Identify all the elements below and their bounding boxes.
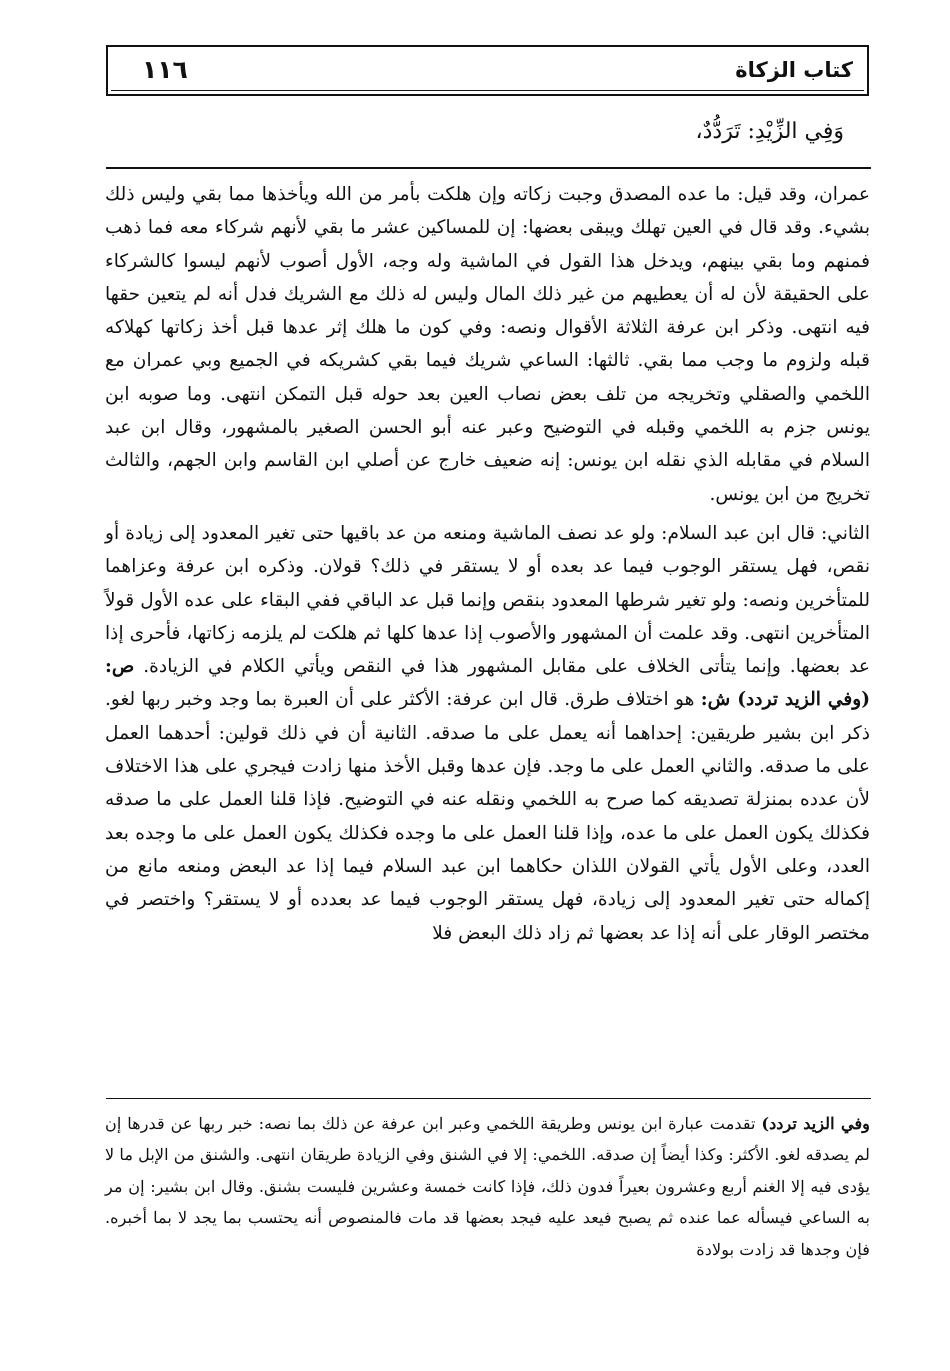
matn-verse: وَفِي الزِّيْدِ: تَرَدُّدٌ،: [695, 119, 844, 144]
page-header: [106, 45, 869, 96]
footnote-body: [105, 1108, 870, 1265]
top-divider: [106, 167, 871, 169]
commentary-body: [105, 178, 870, 950]
matn-quote-marker: ص: (وفي الزيد تردد) ش:: [105, 656, 870, 711]
footnote-paragraph: [105, 1108, 870, 1265]
page-number: ١١٦: [142, 55, 188, 84]
commentary-paragraph-1: عمران، وقد قيل: ما عده المصدق وجبت زكاته وإن هلكت بأمر من الله ويأخذها مما بقي وليس ذلك بشيء. وقد قال في العين تهلك ويبقى بعضها: إن للمساكين عشر ما بقي لأنهم شركاء معه فما ذهب فمنهم وما بقي بينهم، ويدخل هذا القول في الماشية وله وجه، الأول أصوب لأنهم ليسوا كالشركاء على الحقيقة لأن له أن يعطيهم من غير ذلك المال وليس له ذلك مع الشريك فدل أنه لم يتعين حقها فيه انتهى. وذكر ابن عرفة الثلاثة الأقوال ونصه: وفي كون ما هلك إثر عدها قبل أخذ زكاتها كهلاكه قبله ولزوم ما وجب مما بقي. ثالثها: الساعي شريك فيما بقي كشريكه في الجميع وبي عمران مع اللخمي والصقلي وتخريجه من تلف بعض نصاب العين بعد حوله قبل التمكن انتهى. وما صوبه ابن يونس جزم به اللخمي وقبله في التوضيح وعبر عنه أبو الحسن الصغير بالمشهور، وقال ابن عبد السلام في مقابله الذي نقله ابن يونس: إنه ضعيف خارج عن أصلي ابن القاسم وابن الجهم، والثالث تخريج من ابن يونس.: [105, 184, 870, 505]
footnote-divider: [106, 1098, 871, 1099]
commentary-paragraph-2: [105, 517, 870, 950]
footnote-lemma: وفي الزيد تردد): [761, 1114, 870, 1133]
book-title: كتاب الزكاة: [735, 58, 853, 82]
commentary-paragraph-2-part-a: الثاني: قال ابن عبد السلام: ولو عد نصف الماشية ومنعه من عد باقيها حتى تغير المعدود إلى زيادة أو نقص، فهل يستقر الوجوب فيما عد بعده أو لا يستقر في ذلك؟ قولان. وذكره ابن عرفة وعزاهما للمتأخرين ونصه: ولو تغير شرطها المعدود بنقص وإنما قبل عد الباقي ففي البقاء على عده الأول قولاً المتأخرين انتهى. وقد علمت أن المشهور والأصوب إذا عدها كلها ثم هلكت لم يلزمه زكاتها، فأحرى إذا عد بعضها. وإنما يتأتى الخلاف على مقابل المشهور هذا في النقص ويأتي الكلام في الزيادة.: [105, 522, 870, 678]
footnote-text: تقدمت عبارة ابن يونس وطريقة اللخمي وعبر ابن عرفة عن ذلك بما نصه: خبر ربها عن قدرها إن لم يصدقه لغو. الأكثر: وكذا أيضاً إن صدقه. اللخمي: إلا في الشنق وفي الزيادة طريقان انتهى. والشنق من الإبل ما لا يؤدى فيه إلا الغنم أربع وعشرون بعيراً فدون ذلك، فإذا كانت خمسة وعشرين فليست بشنق. وقال ابن بشير: إن مر به الساعي فيسأله عما عنده ثم يصبح فيعد عليه فيجد بعضها قد مات فالمنصوص أنه يحتسب بما يجد لا بما أخبره. فإن وجدها قد زادت بولادة: [105, 1114, 870, 1259]
commentary-paragraph-2-part-b: هو اختلاف طرق. قال ابن عرفة: الأكثر على أن العبرة بما وجد وخبر ربها لغو. ذكر ابن بشير طريقين: إحداهما أنه يعمل على ما صدقه. الثانية أن في ذلك قولين: أحدهما العمل على ما صدقه. والثاني العمل على ما وجد. فإن عدها وقبل الأخذ منها زادت فيجري على هذا الاختلاف لأن عدده بمنزلة تصديقه كما صرح به اللخمي ونقله عنه في التوضيح. فإذا قلنا العمل على ما صدقه فكذلك يكون العمل على ما عده، وإذا قلنا العمل على ما وجده فكذلك يكون العمل على ما وجده بعد العدد، وعلى الأول يأتي القولان اللذان حكاهما ابن عبد السلام فيما إذا عد البعض ومنعه مانع من إكماله حتى تغير المعدود إلى زيادة، فهل يستقر الوجوب فيما عد بعدده أو لا يستقر؟ واختصر في مختصر الوقار على أنه إذا عد بعضها ثم زاد ذلك البعض فلا: [105, 689, 870, 944]
